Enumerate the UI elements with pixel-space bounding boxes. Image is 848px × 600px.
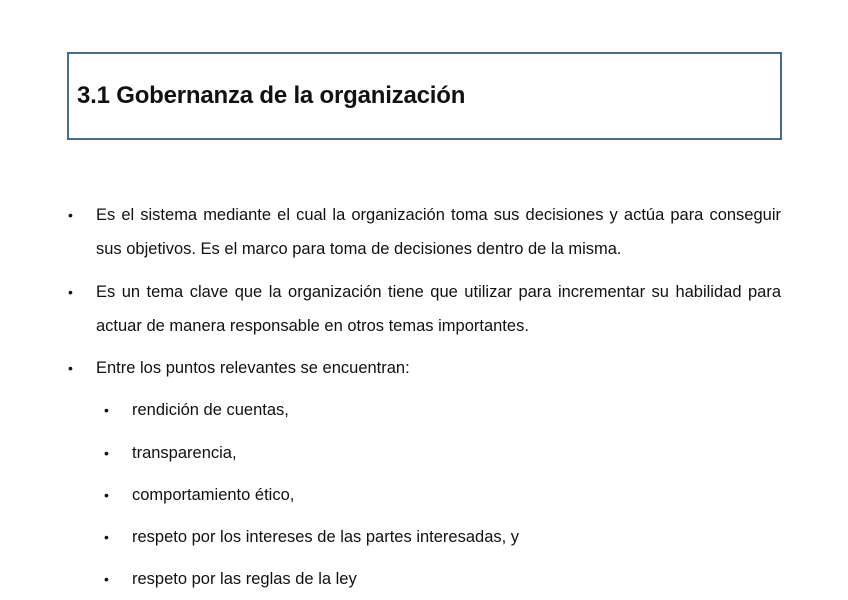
sub-bullet-icon: • [104,445,109,461]
bullet-item: Es un tema clave que la organización tiene que utilizar para incrementar su habilidad para actuar de manera responsable en otros temas importantes. [96,283,781,335]
sub-bullet-item: comportamiento ético, [132,486,295,504]
title-box [67,52,782,140]
bullet-icon: • [68,360,73,376]
bullet-icon: • [68,284,73,300]
sub-bullet-item: transparencia, [132,444,237,462]
sub-bullet-item: respeto por las reglas de la ley [132,570,357,588]
bullet-item: Entre los puntos relevantes se encuentran: [96,359,410,377]
bullet-icon: • [68,207,73,223]
sub-bullet-item: respeto por los intereses de las partes interesadas, y [132,528,520,546]
slide-title: 3.1 Gobernanza de la organización [77,82,466,109]
bullet-item: Es el sistema mediante el cual la organización toma sus decisiones y actúa para conseguir sus objetivos. Es el marco para toma de decisiones dentro de la misma. [96,206,781,258]
sub-bullet-icon: • [104,402,109,418]
sub-bullet-item: rendición de cuentas, [132,401,289,419]
sub-bullet-icon: • [104,487,109,503]
sub-bullet-icon: • [104,529,109,545]
sub-bullet-icon: • [104,571,109,587]
